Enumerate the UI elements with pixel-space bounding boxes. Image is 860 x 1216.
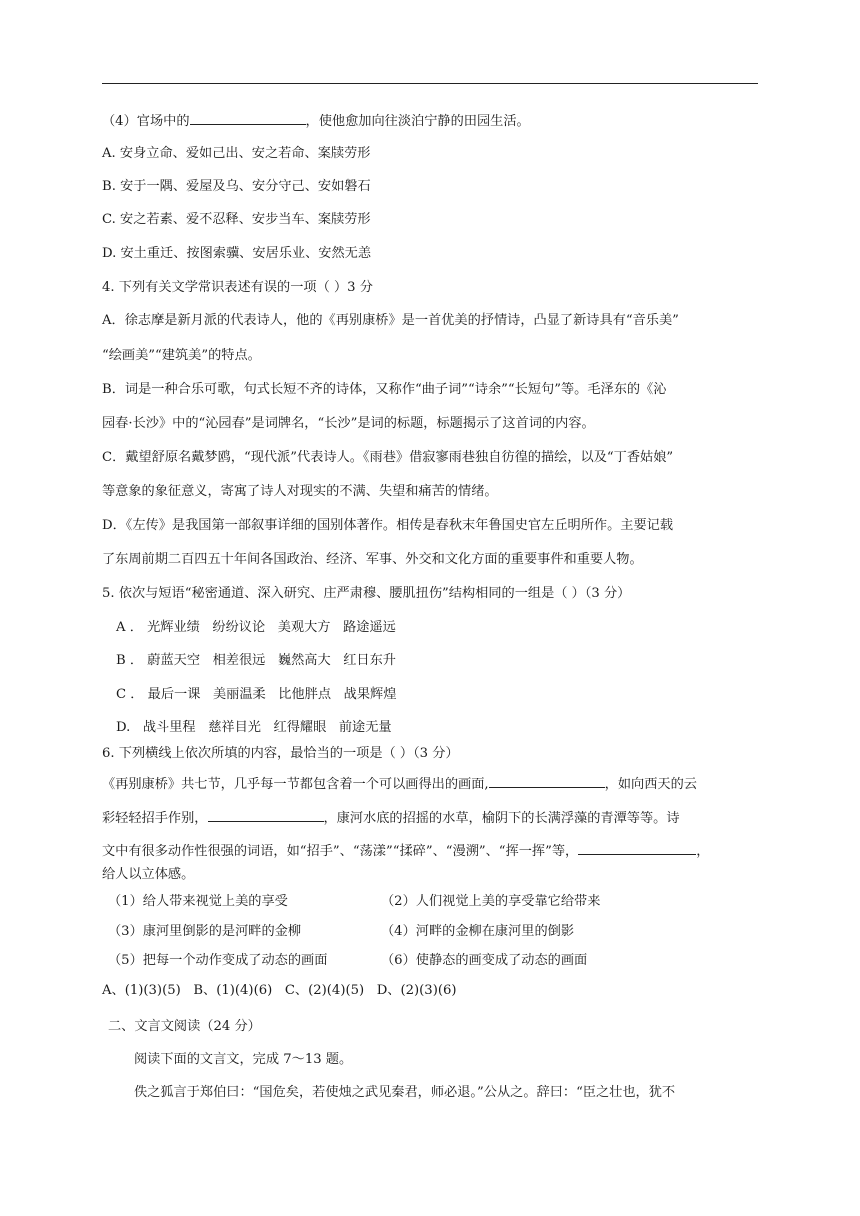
option-a: A. 安身立命、爱如己出、安之若命、案牍劳形: [102, 146, 371, 161]
item4-post: ，使他愈加向往淡泊宁静的田园生活。: [305, 114, 530, 129]
q6-passage-line1: [102, 774, 697, 794]
answer-blank[interactable]: [489, 774, 605, 788]
q6-choice-6: （6）使静态的画变成了动态的画面: [381, 953, 588, 968]
item4-pre: （4）官场中的: [102, 114, 190, 129]
answer-blank[interactable]: [578, 841, 696, 855]
q6-choice-2: （2）人们视觉上美的享受靠它给带来: [381, 894, 601, 909]
q6-p3-post: ，: [696, 844, 710, 859]
q6-passage-line4: 给人以立体感。: [102, 867, 195, 882]
q6-passage-line2: [102, 808, 680, 828]
q-prev-item4: [102, 111, 530, 131]
option-c: C. 安之若素、爱不忍释、安步当车、案牍劳形: [102, 212, 371, 227]
q6-stem: 6. 下列横线上依次所填的内容，最恰当的一项是（ ）（3 分）: [102, 746, 459, 761]
q6-p3-pre: 文中有很多动作性很强的词语，如“招手”、“荡漾”“揉碎”、“漫溯”、“挥一挥”等，: [102, 844, 579, 859]
q6-p2-pre: 彩轻轻招手作别，: [102, 811, 208, 826]
q4-option-c-line2: 等意象的象征意义，寄寓了诗人对现实的不满、失望和痛苦的情绪。: [102, 484, 498, 499]
q4-stem: 4. 下列有关文学常识表述有误的一项（ ）3 分: [102, 280, 373, 295]
q6-choice-4: （4）河畔的金柳在康河里的倒影: [381, 924, 575, 939]
q6-passage-line3: [102, 841, 709, 861]
q6-p1-pre: 《再别康桥》共七节，几乎每一节都包含着一个可以画得出的画面,: [102, 777, 489, 792]
option-d: D. 安土重迁、按图索骥、安居乐业、安然无恙: [102, 246, 372, 261]
q4-option-b-line2: 园春·长沙》中的“沁园春”是词牌名，“长沙”是词的标题，标题揭示了这首词的内容。: [102, 416, 595, 431]
q6-choice-1: （1）给人带来视觉上美的享受: [108, 894, 288, 909]
q6-choice-3: （3）康河里倒影的是河畔的金柳: [108, 924, 302, 939]
q4-option-b-line1: B．词是一种合乐可歌，句式长短不齐的诗体，又称作“曲子词”“诗余”“长短句”等。毛泽东的《沁: [102, 382, 667, 397]
section2-title: 二、文言文阅读（24 分）: [108, 1019, 261, 1034]
section2-passage-line1: 佚之狐言于郑伯曰：“国危矣，若使烛之武见秦君，师必退。”公从之。辞曰：“臣之壮也，犹不: [134, 1085, 676, 1100]
q6-answer-options: A、(1)(3)(5) B、(1)(4)(6) C、(2)(4)(5) D、(2)(3)(6): [102, 983, 457, 998]
option-b: B. 安于一隅、爱屋及乌、安分守己、安如磐石: [102, 179, 371, 194]
q5-option-d: D. 战斗里程 慈祥目光 红得耀眼 前途无量: [116, 720, 392, 735]
q4-option-d-line1: D．《左传》是我国第一部叙事详细的国别体著作。相传是春秋末年鲁国史官左丘明所作。主要记载: [102, 518, 674, 533]
q4-option-a-line1: A．徐志摩是新月派的代表诗人，他的《再别康桥》是一首优美的抒情诗，凸显了新诗具有“音乐美”: [102, 313, 679, 328]
q4-option-c-line1: C．戴望舒原名戴梦鸥，“现代派”代表诗人。《雨巷》借寂寥雨巷独自彷徨的描绘，以及“丁香姑娘”: [102, 450, 674, 465]
header-rule: [102, 83, 758, 84]
section2-instruction: 阅读下面的文言文，完成 7～13 题。: [134, 1052, 353, 1067]
q5-option-c: C ． 最后一课 美丽温柔 比他胖点 战果辉煌: [116, 687, 397, 702]
q4-option-a-line2: “绘画美”“建筑美”的特点。: [102, 348, 261, 363]
q6-choice-5: （5）把每一个动作变成了动态的画面: [108, 953, 328, 968]
answer-blank[interactable]: [208, 808, 324, 822]
q6-p1-post: ，如向西天的云: [604, 777, 697, 792]
answer-blank[interactable]: [190, 111, 306, 125]
q5-stem: 5. 依次与短语“秘密通道、深入研究、庄严肃穆、腰肌扭伤”结构相同的一组是（ ）（3 分）: [102, 586, 631, 601]
q5-option-b: B ． 蔚蓝天空 相差很远 巍然高大 红日东升: [116, 653, 396, 668]
q5-option-a: A ． 光辉业绩 纷纷议论 美观大方 路途遥远: [116, 620, 396, 635]
q4-option-d-line2: 了东周前期二百四五十年间各国政治、经济、军事、外交和文化方面的重要事件和重要人物。: [102, 552, 643, 567]
q6-p2-post: ，康河水底的招摇的水草，榆阴下的长满浮藻的青潭等等。诗: [323, 811, 680, 826]
